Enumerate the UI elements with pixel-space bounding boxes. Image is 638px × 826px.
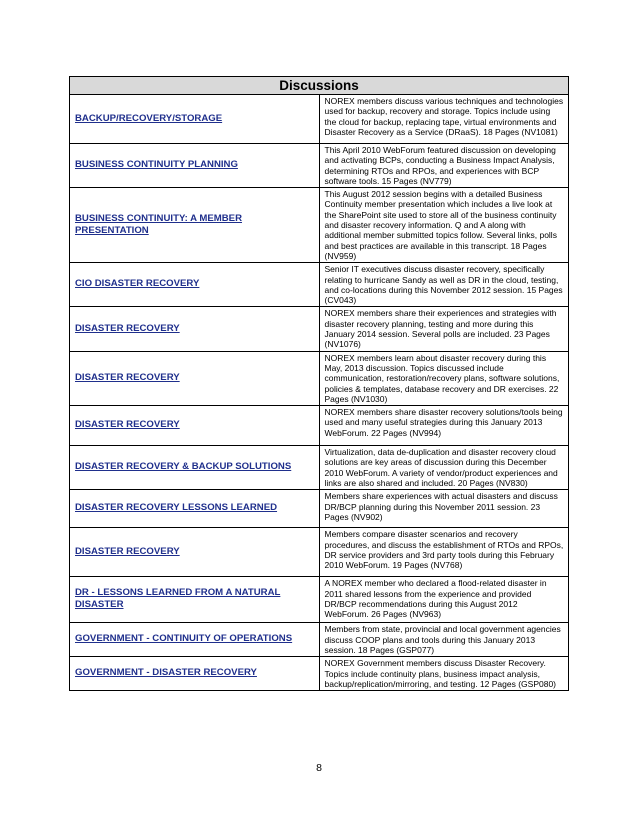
- discussion-description: A NOREX member who declared a flood-related disaster in 2011 shared lessons from the experience and provided DR/BCP recommendations during this August 2012 WebForum. 26 Pages (NV963): [319, 577, 569, 623]
- discussions-table: [69, 76, 569, 691]
- table-row: [70, 351, 569, 405]
- row-title-cell: [70, 623, 320, 657]
- table-row: [70, 307, 569, 351]
- discussion-title-link[interactable]: DR - LESSONS LEARNED FROM A NATURAL DISASTER: [75, 587, 281, 611]
- table-row: [70, 95, 569, 144]
- discussion-description: Members from state, provincial and local government agencies discuss COOP plans and tools during this January 2013 session. 18 Pages (GSP077): [319, 623, 569, 657]
- discussion-title-link[interactable]: BUSINESS CONTINUITY: A MEMBER PRESENTATION: [75, 212, 243, 236]
- row-title-cell: [70, 446, 320, 490]
- discussion-title-link[interactable]: DISASTER RECOVERY & BACKUP SOLUTIONS: [75, 461, 292, 473]
- table-row: [70, 144, 569, 188]
- discussion-description: Senior IT executives discuss disaster recovery, specifically relating to hurricane Sandy as well as DR in the cloud, testing, and co-locations during this November 2012 session. 15 Pages (CV043): [319, 263, 569, 307]
- discussion-title-link[interactable]: CIO DISASTER RECOVERY: [75, 278, 200, 290]
- table-row: [70, 490, 569, 528]
- discussion-description: This August 2012 session begins with a detailed Business Continuity member presentation which includes a live look at the SharePoint site used to store all of the business continuity and disaster recovery information. Q and A along with additional member submitted topics follow. Several links, polls and best practices are available in this transcript. 18 Pages (NV959): [319, 188, 569, 263]
- discussion-description: Members compare disaster scenarios and recovery procedures, and discuss the establishment of RTOs and RPOs, DR service providers and 3rd party tools during this February 2010 WebForum. 19 Pages (NV768): [319, 528, 569, 577]
- row-title-cell: [70, 657, 320, 691]
- table-header-row: [70, 77, 569, 95]
- discussion-description: NOREX members share their experiences and strategies with disaster recovery planning, testing and more during this January 2014 session. Several polls are included. 23 Pages (NV1076): [319, 307, 569, 351]
- row-title-cell: [70, 144, 320, 188]
- table-row: [70, 188, 569, 263]
- discussion-description: NOREX members learn about disaster recovery during this May, 2013 discussion. Topics discussed include communication, restoration/recovery plans, software solutions, policies & templates, database recovery and DR exercises. 22 Pages (NV1030): [319, 351, 569, 405]
- table-body: [70, 95, 569, 691]
- table-row: [70, 623, 569, 657]
- discussion-title-link[interactable]: DISASTER RECOVERY: [75, 371, 180, 383]
- discussion-description: Members share experiences with actual disasters and discuss DR/BCP planning during this November 2011 session. 23 Pages (NV902): [319, 490, 569, 528]
- discussion-title-link[interactable]: BUSINESS CONTINUITY PLANNING: [75, 159, 238, 171]
- table-row: [70, 528, 569, 577]
- table-heading: Discussions: [70, 77, 569, 95]
- discussion-title-link[interactable]: DISASTER RECOVERY: [75, 419, 180, 431]
- row-title-cell: [70, 307, 320, 351]
- row-title-cell: [70, 351, 320, 405]
- discussion-description: NOREX Government members discuss Disaster Recovery. Topics include continuity plans, business impact analysis, backup/replication/mirroring, and testing. 12 Pages (GSP080): [319, 657, 569, 691]
- table-row: [70, 446, 569, 490]
- discussion-description: Virtualization, data de-duplication and disaster recovery cloud solutions are key areas of discussion during this December 2010 WebForum. A variety of vendor/product experiences and links are also shared and included. 20 Pages (NV830): [319, 446, 569, 490]
- row-title-cell: [70, 263, 320, 307]
- row-title-cell: [70, 95, 320, 144]
- page-number: 8: [316, 762, 322, 774]
- table-row: [70, 577, 569, 623]
- discussion-description: NOREX members share disaster recovery solutions/tools being used and many useful strategies during this January 2013 WebForum. 22 Pages (NV994): [319, 406, 569, 446]
- discussion-title-link[interactable]: DISASTER RECOVERY: [75, 545, 180, 557]
- discussion-title-link[interactable]: DISASTER RECOVERY LESSONS LEARNED: [75, 502, 278, 514]
- table-row: [70, 657, 569, 691]
- discussion-description: NOREX members discuss various techniques and technologies used for backup, recovery and storage. Topics include using the cloud for backup, replacing tape, virtual environments and Disaster Recovery as a Service (DRaaS). 18 Pages (NV1081): [319, 95, 569, 144]
- discussion-title-link[interactable]: DISASTER RECOVERY: [75, 322, 180, 334]
- row-title-cell: [70, 577, 320, 623]
- row-title-cell: [70, 490, 320, 528]
- discussion-description: This April 2010 WebForum featured discussion on developing and activating BCPs, conducting a Business Impact Analysis, determining RTOs and RPOs, and experiences with BCP software tools. 15 Pages (NV779): [319, 144, 569, 188]
- table-row: [70, 406, 569, 446]
- discussion-title-link[interactable]: BACKUP/RECOVERY/STORAGE: [75, 112, 223, 124]
- table-row: [70, 263, 569, 307]
- discussion-title-link[interactable]: GOVERNMENT - CONTINUITY OF OPERATIONS: [75, 633, 293, 645]
- row-title-cell: [70, 188, 320, 263]
- row-title-cell: [70, 406, 320, 446]
- discussion-title-link[interactable]: GOVERNMENT - DISASTER RECOVERY: [75, 667, 257, 679]
- row-title-cell: [70, 528, 320, 577]
